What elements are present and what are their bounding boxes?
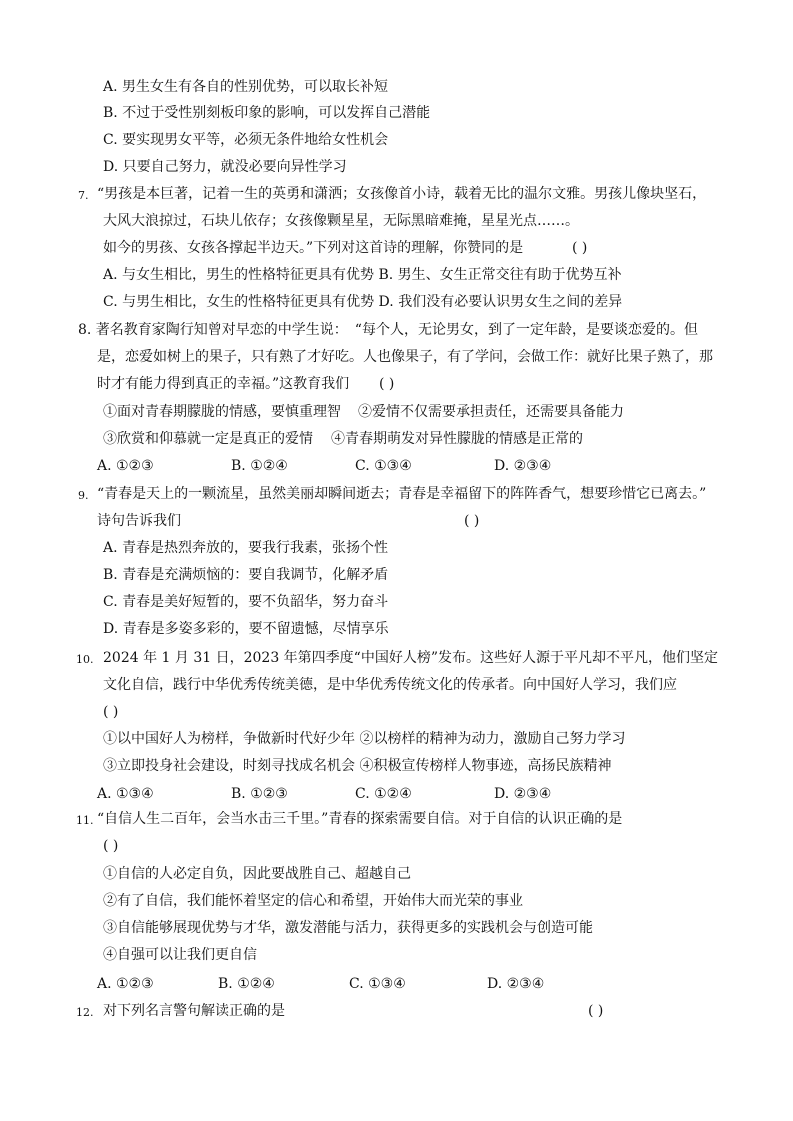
q8-answer-paren: ( ) bbox=[379, 376, 395, 392]
q7-answer-paren: ( ) bbox=[572, 240, 588, 256]
q8-statement-2: ②爱情不仅需要承担责任，还需要具备能力 bbox=[358, 404, 624, 420]
q10-answer-paren: ( ) bbox=[103, 704, 119, 720]
q10-option-b: B. ①②③ bbox=[231, 786, 288, 802]
q7-options-cd: C. 与男生相比，女生的性格特征更具有优势 D. 我们没有必要认识男女生之间的差异 bbox=[103, 294, 623, 310]
q9-option-c: C. 青春是美好短暂的，要不负韶华，努力奋斗 bbox=[103, 594, 389, 610]
q9-number: 9. bbox=[78, 489, 89, 502]
q12-answer-paren: ( ) bbox=[588, 1003, 604, 1019]
q11-option-b: B. ①②④ bbox=[218, 976, 275, 992]
q10-stem-line2: 文化自信，践行中华优秀传统美德，是中华优秀传统文化的传承者。向中国好人学习，我们应 bbox=[103, 677, 677, 693]
q10-statements-12: ①以中国好人为榜样，争做新时代好少年 ②以榜样的精神为动力，激励自己努力学习 bbox=[103, 731, 626, 747]
q11-number: 11. bbox=[76, 814, 94, 827]
q11-statement-2: ②有了自信，我们能怀着坚定的信心和希望，开始伟大而光荣的事业 bbox=[103, 893, 523, 909]
q10-option-d: D. ②③④ bbox=[494, 786, 552, 802]
q9-option-a: A. 青春是热烈奔放的，要我行我素，张扬个性 bbox=[103, 540, 389, 556]
q8-option-a: A. ①②③ bbox=[97, 458, 154, 474]
q9-option-b: B. 青春是充满烦恼的：要自我调节，化解矛盾 bbox=[103, 567, 389, 583]
q7-stem-line3: 如今的男孩、女孩各撑起半边天。”下列对这首诗的理解，你赞同的是 bbox=[103, 240, 524, 256]
q9-stem-line1: “青春是天上的一颗流星，虽然美丽却瞬间逝去；青春是幸福留下的阵阵香气，想要珍惜它已离去。” bbox=[97, 486, 707, 502]
q9-stem-line2: 诗句告诉我们 bbox=[97, 513, 181, 529]
q12-stem-line1: 对下列名言警句解读正确的是 bbox=[103, 1003, 285, 1019]
q11-stem-line1: “自信人生二百年，会当水击三千里。”青春的探索需要自信。对于自信的认识正确的是 bbox=[97, 811, 623, 827]
q9-answer-paren: ( ) bbox=[464, 513, 480, 529]
q8-statement-3: ③欣赏和仰慕就一定是真正的爱情 bbox=[103, 431, 313, 447]
q12-number: 12. bbox=[76, 1006, 94, 1019]
q11-answer-paren: ( ) bbox=[103, 838, 119, 854]
q11-statement-4: ④自强可以让我们更自信 bbox=[103, 947, 257, 963]
q10-option-c: C. ①②④ bbox=[355, 786, 412, 802]
q10-number: 10. bbox=[76, 653, 94, 666]
q11-option-a: A. ①②③ bbox=[97, 976, 154, 992]
q11-option-c: C. ①③④ bbox=[349, 976, 406, 992]
q7-stem-line2: 大风大浪掠过，石块儿依存；女孩像颗星星，无际黑暗难掩，星星光点……。 bbox=[103, 213, 579, 229]
q8-stem-line1: 8. 著名教育家陶行知曾对早恋的中学生说： “每个人，无论男女，到了一定年龄，是要谈恋爱的。但 bbox=[78, 322, 698, 338]
q6-option-d: D. 只要自己努力，就没必要向异性学习 bbox=[103, 159, 347, 175]
q11-option-d: D. ②③④ bbox=[487, 976, 545, 992]
q6-option-b: B. 不过于受性别刻板印象的影响，可以发挥自己潜能 bbox=[103, 105, 431, 121]
q7-options-ab: A. 与女生相比，男生的性格特征更具有优势 B. 男生、女生正常交往有助于优势互补 bbox=[103, 267, 622, 283]
q8-option-d: D. ②③④ bbox=[494, 458, 552, 474]
q9-option-d: D. 青春是多姿多彩的，要不留遗憾，尽情享乐 bbox=[103, 621, 389, 637]
q8-statement-4: ④青春期萌发对异性朦胧的情感是正常的 bbox=[331, 431, 583, 447]
q7-stem-line1: “男孩是本巨著，记着一生的英勇和潇洒；女孩像首小诗，载着无比的温尔文雅。男孩儿像块坚石， bbox=[97, 186, 707, 202]
q8-stem-line3: 时才有能力得到真正的幸福。”这教育我们 bbox=[97, 376, 350, 392]
q10-option-a: A. ①③④ bbox=[97, 786, 154, 802]
q8-stem-line2: 是，恋爱如树上的果子，只有熟了才好吃。人也像果子，有了学问，会做工作：就好比果子熟了，那 bbox=[97, 349, 713, 365]
q10-stem-line1: 2024 年 1 月 31 日，2023 年第四季度“中国好人榜”发布。这些好人源于平凡却不平凡，他们坚定 bbox=[103, 650, 718, 666]
q10-statements-34: ③立即投身社会建设，时刻寻找成名机会 ④积极宣传榜样人物事迹，高扬民族精神 bbox=[103, 758, 612, 774]
q8-option-c: C. ①③④ bbox=[355, 458, 412, 474]
q8-statement-1: ①面对青春期朦胧的情感，要慎重理智 bbox=[103, 404, 341, 420]
q8-option-b: B. ①②④ bbox=[231, 458, 288, 474]
q7-number: 7. bbox=[78, 189, 89, 202]
q6-option-a: A. 男生女生有各自的性别优势，可以取长补短 bbox=[103, 79, 389, 95]
q11-statement-3: ③自信能够展现优势与才华，激发潜能与活力，获得更多的实践机会与创造可能 bbox=[103, 920, 593, 936]
q11-statement-1: ①自信的人必定自负，因此要战胜自己、超越自己 bbox=[103, 866, 411, 882]
q6-option-c: C. 要实现男女平等，必须无条件地给女性机会 bbox=[103, 132, 389, 148]
